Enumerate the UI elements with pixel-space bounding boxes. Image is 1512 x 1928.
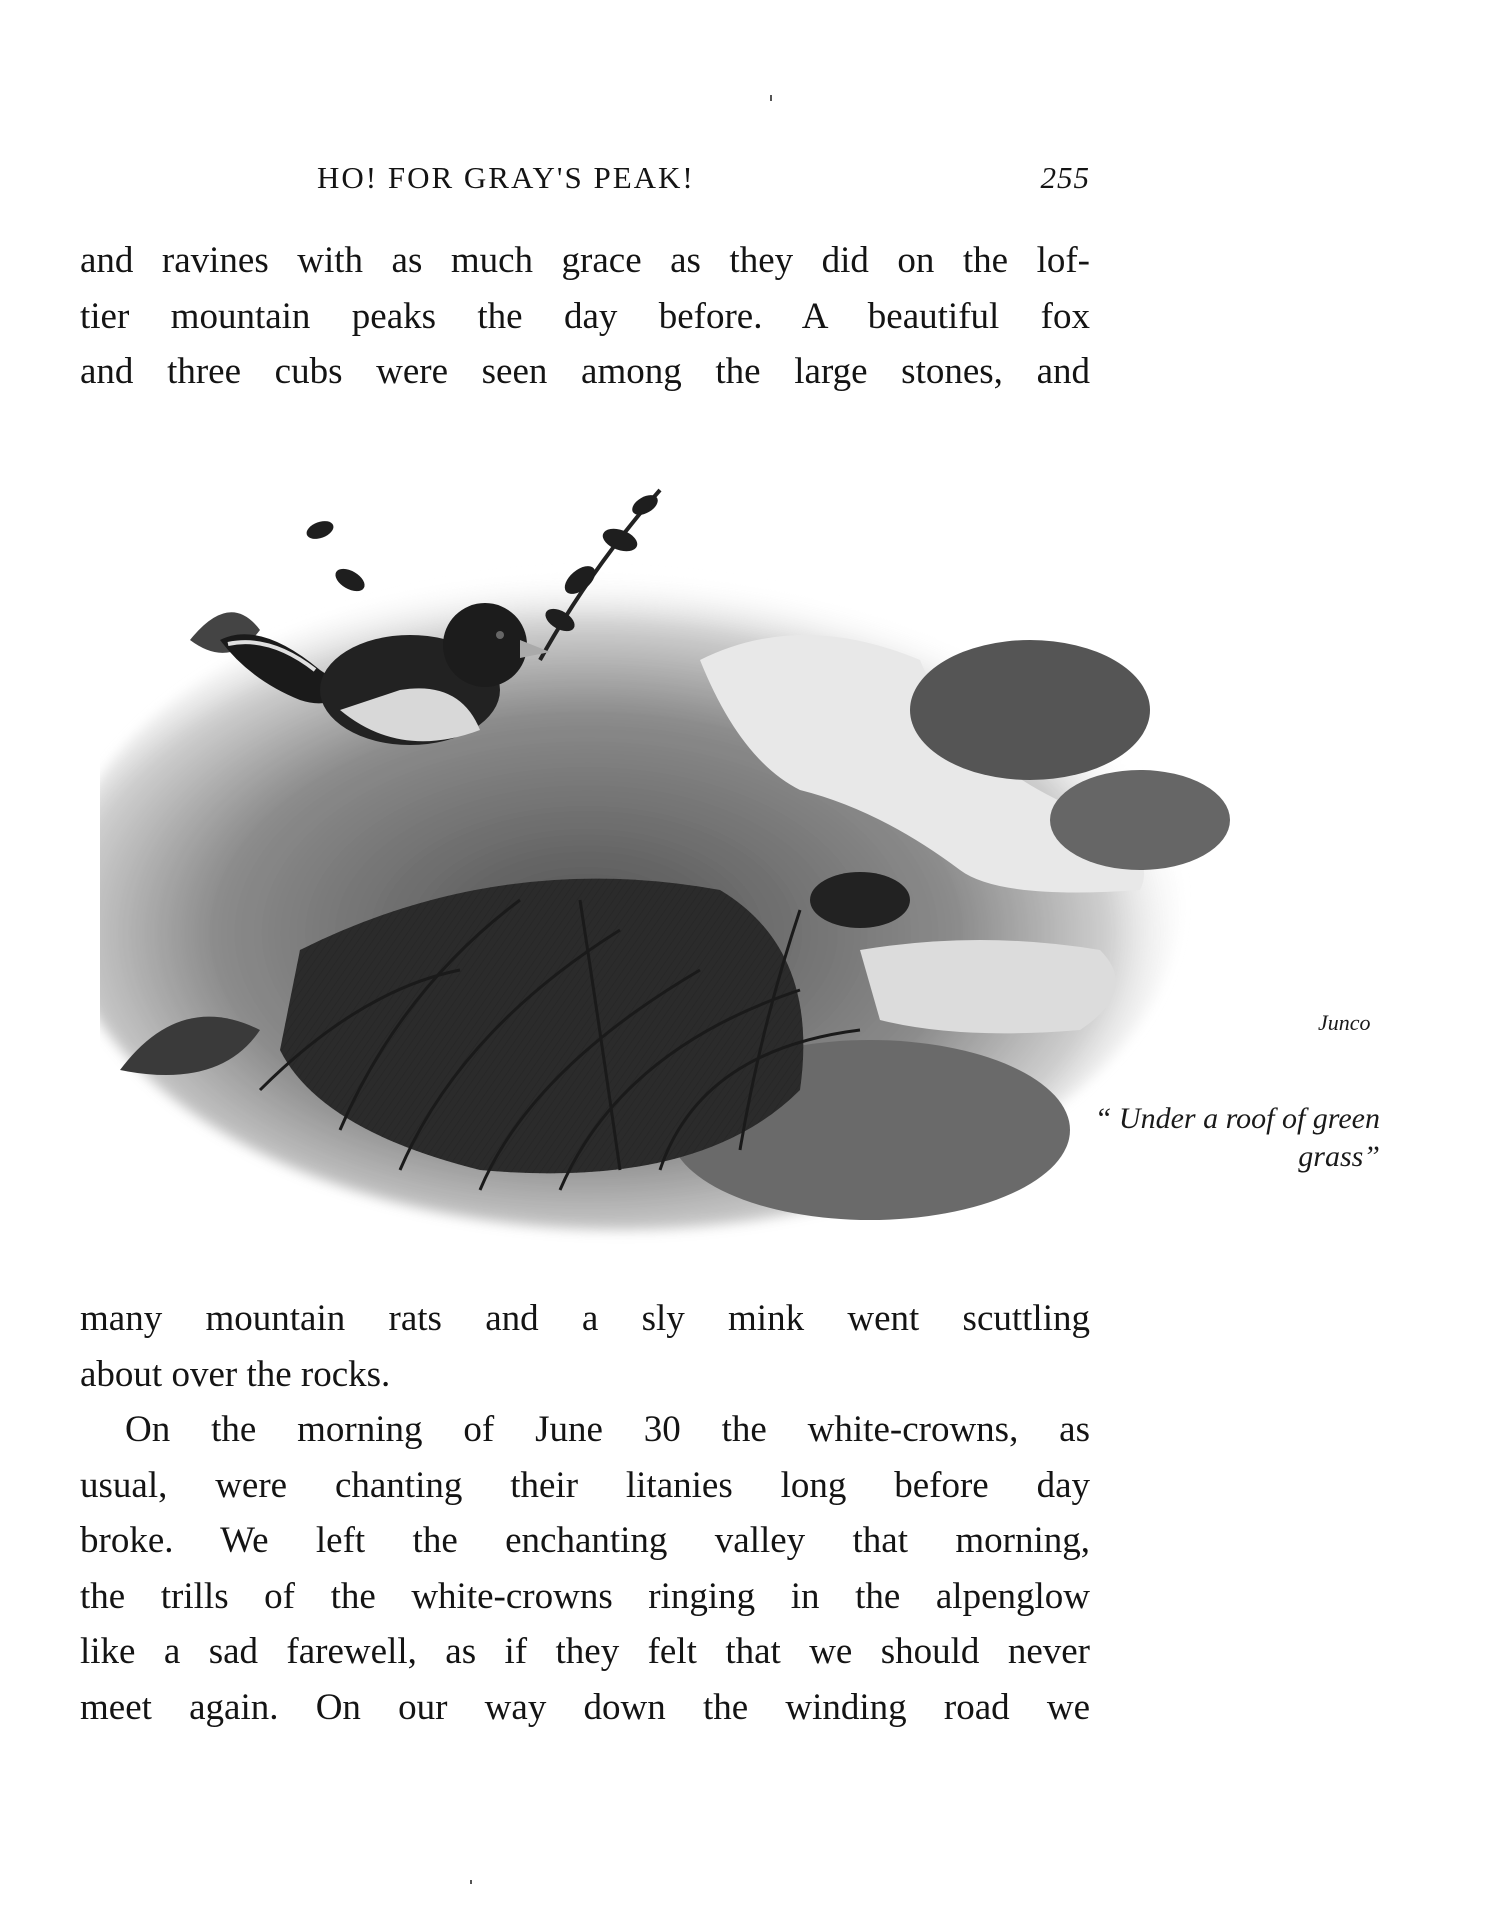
rock: [810, 872, 910, 928]
text-line: many mountain rats and a sly mink went scuttling: [80, 1298, 1090, 1339]
rock: [910, 640, 1150, 780]
text-block-bottom: [80, 1291, 1090, 1735]
text-line: the trills of the white-crowns ringing in the alpenglow: [80, 1575, 1090, 1617]
text-line: usual, were chanting their litanies long before day: [80, 1464, 1090, 1506]
caption-title: Junco: [1318, 1010, 1371, 1035]
stream: [860, 940, 1116, 1033]
text-line: and ravines with as much grace as they did on the lof-: [80, 240, 1090, 281]
bird-eye: [496, 631, 504, 639]
print-speck: [470, 1880, 472, 1884]
bird-head: [443, 603, 527, 687]
page-number: 255: [1040, 160, 1090, 195]
text-block-top: [80, 233, 1090, 400]
running-title: HO! FOR GRAY'S PEAK!: [317, 160, 695, 195]
text-line: On the morning of June 30 the white-crowns, as: [125, 1409, 1090, 1450]
text-line: tier mountain peaks the day before. A beautiful fox: [80, 295, 1090, 337]
rock: [1050, 770, 1230, 870]
text-line: meet again. On our way down the winding road we: [80, 1686, 1090, 1728]
text-line: and three cubs were seen among the large stones, and: [80, 351, 1090, 392]
junco-illustration: [100, 430, 1240, 1270]
running-head: [80, 160, 1090, 204]
text-line: like a sad farewell, as if they felt that we should never: [80, 1631, 1090, 1672]
text-line: about over the rocks.: [80, 1353, 391, 1395]
caption-quote: “ Under a roof of green grass”: [1094, 1102, 1380, 1173]
print-speck: [770, 95, 772, 101]
junco-engraving: [100, 430, 1240, 1270]
text-line: broke. We left the enchanting valley that morning,: [80, 1520, 1090, 1561]
